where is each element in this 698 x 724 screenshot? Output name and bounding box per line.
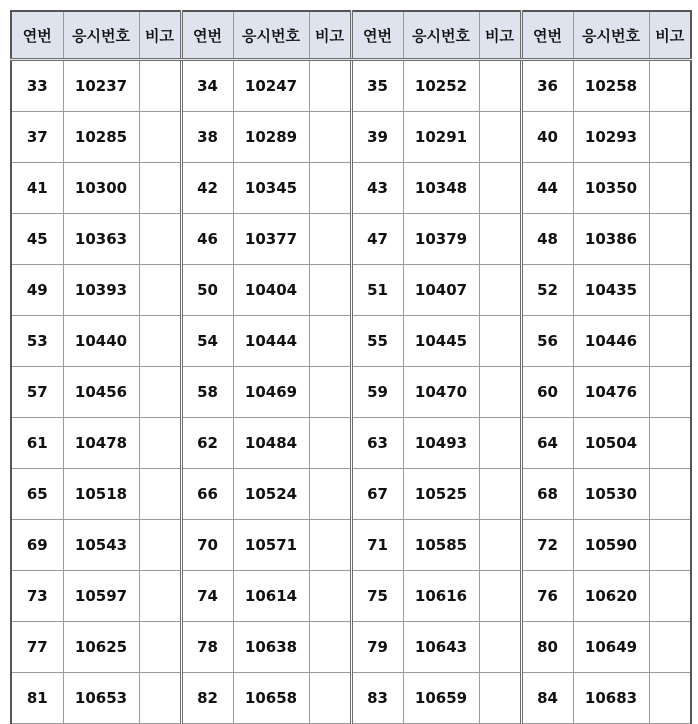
note-cell [139,673,181,724]
serial-cell: 40 [521,112,573,163]
exam-no-cell: 10476 [573,367,649,418]
header-exam-no: 응시번호 [233,11,309,60]
serial-cell: 61 [11,418,63,469]
note-cell [139,316,181,367]
serial-cell: 80 [521,622,573,673]
note-cell [649,571,691,622]
exam-no-cell: 10614 [233,571,309,622]
exam-no-cell: 10404 [233,265,309,316]
serial-cell: 59 [351,367,403,418]
header-exam-no: 응시번호 [573,11,649,60]
serial-cell: 66 [181,469,233,520]
serial-cell: 51 [351,265,403,316]
exam-no-cell: 10585 [403,520,479,571]
note-cell [309,316,351,367]
table-row [11,112,691,163]
note-cell [309,163,351,214]
table-row [11,469,691,520]
serial-cell: 43 [351,163,403,214]
table-row [11,60,691,112]
table-row [11,571,691,622]
header-exam-no: 응시번호 [63,11,139,60]
exam-no-cell: 10484 [233,418,309,469]
note-cell [309,520,351,571]
header-exam-no: 응시번호 [403,11,479,60]
note-cell [649,673,691,724]
note-cell [139,520,181,571]
exam-no-cell: 10653 [63,673,139,724]
note-cell [139,469,181,520]
serial-cell: 36 [521,60,573,112]
note-cell [479,571,521,622]
note-cell [479,622,521,673]
note-cell [309,418,351,469]
exam-no-cell: 10445 [403,316,479,367]
note-cell [139,112,181,163]
note-cell [309,673,351,724]
exam-no-cell: 10530 [573,469,649,520]
note-cell [479,60,521,112]
table-row [11,520,691,571]
serial-cell: 65 [11,469,63,520]
serial-cell: 55 [351,316,403,367]
table-row [11,265,691,316]
note-cell [309,265,351,316]
table-row [11,214,691,265]
note-cell [139,622,181,673]
exam-no-cell: 10446 [573,316,649,367]
table-body [11,60,691,724]
serial-cell: 38 [181,112,233,163]
serial-cell: 62 [181,418,233,469]
serial-cell: 57 [11,367,63,418]
note-cell [649,469,691,520]
note-cell [479,469,521,520]
note-cell [649,60,691,112]
serial-cell: 75 [351,571,403,622]
note-cell [309,469,351,520]
note-cell [139,265,181,316]
exam-no-cell: 10478 [63,418,139,469]
note-cell [649,367,691,418]
serial-cell: 53 [11,316,63,367]
note-cell [309,112,351,163]
note-cell [309,622,351,673]
results-table-container [10,10,692,724]
exam-no-cell: 10393 [63,265,139,316]
serial-cell: 49 [11,265,63,316]
exam-no-cell: 10285 [63,112,139,163]
note-cell [479,265,521,316]
exam-no-cell: 10504 [573,418,649,469]
exam-no-cell: 10407 [403,265,479,316]
exam-no-cell: 10345 [233,163,309,214]
serial-cell: 44 [521,163,573,214]
exam-no-cell: 10435 [573,265,649,316]
header-serial: 연번 [521,11,573,60]
serial-cell: 82 [181,673,233,724]
note-cell [139,60,181,112]
serial-cell: 74 [181,571,233,622]
serial-cell: 77 [11,622,63,673]
exam-no-cell: 10440 [63,316,139,367]
exam-no-cell: 10590 [573,520,649,571]
table-row [11,316,691,367]
exam-no-cell: 10616 [403,571,479,622]
exam-no-cell: 10293 [573,112,649,163]
serial-cell: 58 [181,367,233,418]
exam-no-cell: 10643 [403,622,479,673]
note-cell [139,571,181,622]
serial-cell: 47 [351,214,403,265]
note-cell [139,367,181,418]
exam-no-cell: 10300 [63,163,139,214]
exam-no-cell: 10543 [63,520,139,571]
serial-cell: 45 [11,214,63,265]
header-serial: 연번 [181,11,233,60]
exam-no-cell: 10379 [403,214,479,265]
note-cell [139,214,181,265]
exam-no-cell: 10470 [403,367,479,418]
table-row [11,163,691,214]
serial-cell: 73 [11,571,63,622]
exam-no-cell: 10518 [63,469,139,520]
serial-cell: 42 [181,163,233,214]
note-cell [139,163,181,214]
header-serial: 연번 [11,11,63,60]
serial-cell: 54 [181,316,233,367]
serial-cell: 84 [521,673,573,724]
note-cell [479,316,521,367]
note-cell [309,367,351,418]
serial-cell: 48 [521,214,573,265]
exam-no-cell: 10683 [573,673,649,724]
serial-cell: 76 [521,571,573,622]
note-cell [479,418,521,469]
note-cell [479,214,521,265]
header-note: 비고 [479,11,521,60]
serial-cell: 39 [351,112,403,163]
serial-cell: 34 [181,60,233,112]
exam-no-cell: 10289 [233,112,309,163]
header-serial: 연번 [351,11,403,60]
serial-cell: 63 [351,418,403,469]
note-cell [649,418,691,469]
header-note: 비고 [309,11,351,60]
note-cell [479,367,521,418]
note-cell [649,163,691,214]
exam-no-cell: 10620 [573,571,649,622]
exam-no-cell: 10525 [403,469,479,520]
serial-cell: 50 [181,265,233,316]
exam-no-cell: 10571 [233,520,309,571]
note-cell [649,214,691,265]
exam-no-cell: 10247 [233,60,309,112]
serial-cell: 68 [521,469,573,520]
serial-cell: 64 [521,418,573,469]
serial-cell: 81 [11,673,63,724]
results-table [10,10,692,724]
exam-no-cell: 10444 [233,316,309,367]
serial-cell: 79 [351,622,403,673]
serial-cell: 67 [351,469,403,520]
note-cell [479,163,521,214]
table-row [11,673,691,724]
serial-cell: 41 [11,163,63,214]
note-cell [649,316,691,367]
exam-no-cell: 10258 [573,60,649,112]
table-row [11,367,691,418]
exam-no-cell: 10237 [63,60,139,112]
exam-no-cell: 10350 [573,163,649,214]
serial-cell: 46 [181,214,233,265]
serial-cell: 56 [521,316,573,367]
note-cell [479,112,521,163]
note-cell [649,112,691,163]
table-row [11,622,691,673]
serial-cell: 70 [181,520,233,571]
serial-cell: 83 [351,673,403,724]
serial-cell: 72 [521,520,573,571]
serial-cell: 37 [11,112,63,163]
exam-no-cell: 10638 [233,622,309,673]
exam-no-cell: 10456 [63,367,139,418]
exam-no-cell: 10348 [403,163,479,214]
header-row [11,11,691,60]
note-cell [479,673,521,724]
note-cell [309,214,351,265]
note-cell [649,265,691,316]
serial-cell: 69 [11,520,63,571]
note-cell [649,520,691,571]
exam-no-cell: 10469 [233,367,309,418]
note-cell [649,622,691,673]
note-cell [139,418,181,469]
exam-no-cell: 10649 [573,622,649,673]
serial-cell: 60 [521,367,573,418]
exam-no-cell: 10252 [403,60,479,112]
exam-no-cell: 10625 [63,622,139,673]
header-note: 비고 [139,11,181,60]
note-cell [479,520,521,571]
note-cell [309,60,351,112]
exam-no-cell: 10659 [403,673,479,724]
table-row [11,418,691,469]
exam-no-cell: 10386 [573,214,649,265]
exam-no-cell: 10524 [233,469,309,520]
serial-cell: 78 [181,622,233,673]
exam-no-cell: 10493 [403,418,479,469]
exam-no-cell: 10377 [233,214,309,265]
note-cell [309,571,351,622]
serial-cell: 35 [351,60,403,112]
serial-cell: 52 [521,265,573,316]
exam-no-cell: 10658 [233,673,309,724]
header-note: 비고 [649,11,691,60]
exam-no-cell: 10291 [403,112,479,163]
serial-cell: 33 [11,60,63,112]
serial-cell: 71 [351,520,403,571]
exam-no-cell: 10363 [63,214,139,265]
exam-no-cell: 10597 [63,571,139,622]
